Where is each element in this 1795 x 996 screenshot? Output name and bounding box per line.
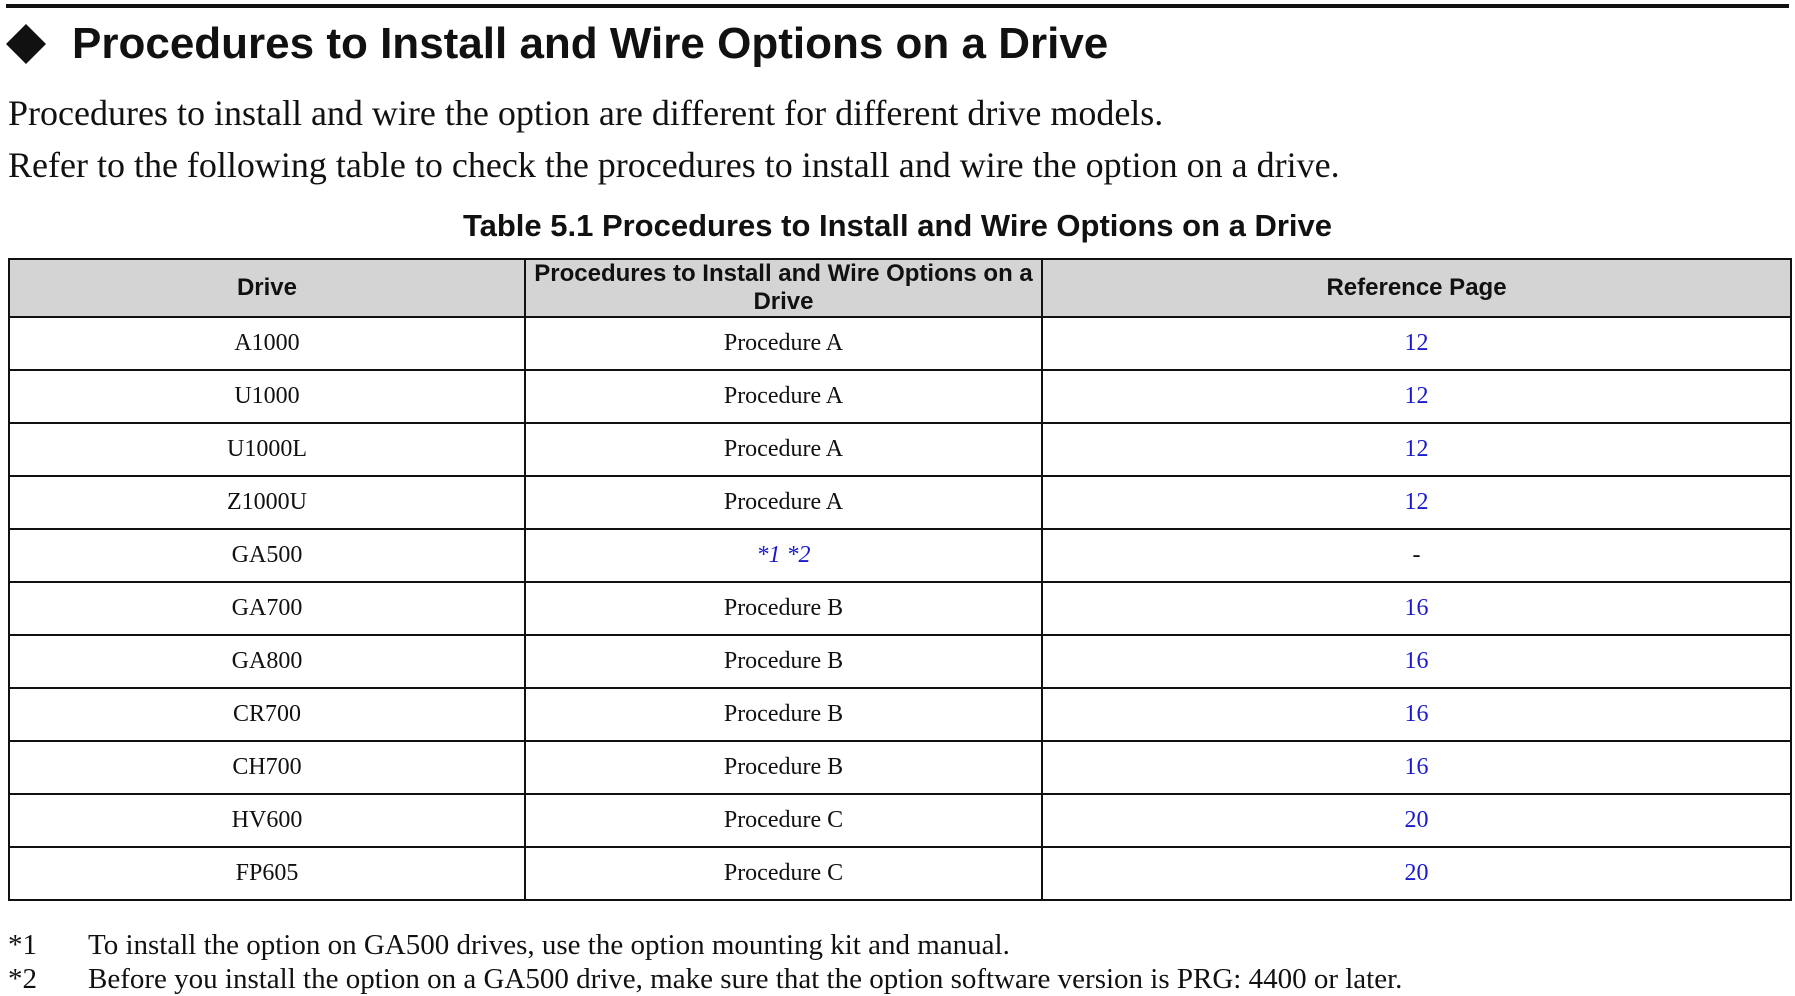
top-rule — [6, 4, 1789, 8]
table-row — [9, 635, 1791, 688]
column-header-drive: Drive — [9, 259, 525, 317]
reference-page-link[interactable]: 16 — [1042, 635, 1791, 688]
procedure-cell: Procedure B — [525, 688, 1042, 741]
procedure-cell: Procedure C — [525, 794, 1042, 847]
column-header-procedure: Procedures to Install and Wire Options on a Drive — [525, 259, 1042, 317]
procedure-cell: Procedure A — [525, 317, 1042, 370]
table-caption: Table 5.1 Procedures to Install and Wire Options on a Drive — [462, 208, 1333, 243]
footnote-text: To install the option on GA500 drives, use the option mounting kit and manual. — [88, 929, 1010, 961]
table-row — [9, 582, 1791, 635]
intro-line-2: Refer to the following table to check the procedures to install and wire the option on a drive. — [8, 145, 1340, 185]
table-row — [9, 688, 1791, 741]
procedure-cell: Procedure A — [525, 370, 1042, 423]
table-row — [9, 370, 1791, 423]
diamond-bullet-icon — [6, 24, 46, 64]
section-title: Procedures to Install and Wire Options on a Drive — [72, 19, 1109, 68]
procedure-cell: Procedure A — [525, 423, 1042, 476]
procedure-cell: Procedure C — [525, 847, 1042, 900]
section-heading — [6, 14, 1108, 74]
drive-cell: GA500 — [9, 529, 525, 582]
procedure-cell: Procedure B — [525, 741, 1042, 794]
footnote-2 — [8, 963, 1402, 996]
intro-line-1: Procedures to install and wire the option are different for different drive models. — [8, 93, 1164, 133]
drive-cell: GA800 — [9, 635, 525, 688]
drive-cell: U1000L — [9, 423, 525, 476]
reference-page-link[interactable]: 12 — [1042, 370, 1791, 423]
table-row — [9, 529, 1791, 582]
reference-page-link[interactable]: 20 — [1042, 847, 1791, 900]
table-row — [9, 423, 1791, 476]
reference-page-link[interactable]: 12 — [1042, 476, 1791, 529]
procedure-cell: Procedure B — [525, 582, 1042, 635]
drive-cell: HV600 — [9, 794, 525, 847]
reference-page-cell: - — [1042, 529, 1791, 582]
table-row — [9, 741, 1791, 794]
footnote-text: Before you install the option on a GA500 drive, make sure that the option software version is PRG: 4400 or later. — [88, 963, 1403, 995]
footnote-1 — [8, 929, 1010, 962]
drive-cell: CH700 — [9, 741, 525, 794]
reference-page-link[interactable]: 16 — [1042, 741, 1791, 794]
column-header-reference-page: Reference Page — [1042, 259, 1791, 317]
procedures-table — [8, 258, 1792, 901]
table-header-row — [9, 259, 1791, 317]
procedure-cell: Procedure B — [525, 635, 1042, 688]
drive-cell: A1000 — [9, 317, 525, 370]
table-row — [9, 476, 1791, 529]
drive-cell: GA700 — [9, 582, 525, 635]
reference-page-link[interactable]: 16 — [1042, 688, 1791, 741]
drive-cell: CR700 — [9, 688, 525, 741]
footnote-mark: *2 — [8, 963, 37, 995]
reference-page-link[interactable]: 12 — [1042, 423, 1791, 476]
drive-cell: FP605 — [9, 847, 525, 900]
reference-page-link[interactable]: 16 — [1042, 582, 1791, 635]
footnote-mark: *1 — [8, 929, 37, 961]
drive-cell: U1000 — [9, 370, 525, 423]
drive-cell: Z1000U — [9, 476, 525, 529]
reference-page-link[interactable]: 12 — [1042, 317, 1791, 370]
footnote-reference-link[interactable]: *1 *2 — [525, 529, 1042, 582]
table-row — [9, 794, 1791, 847]
procedure-cell: Procedure A — [525, 476, 1042, 529]
table-row — [9, 317, 1791, 370]
table-row — [9, 847, 1791, 900]
reference-page-link[interactable]: 20 — [1042, 794, 1791, 847]
